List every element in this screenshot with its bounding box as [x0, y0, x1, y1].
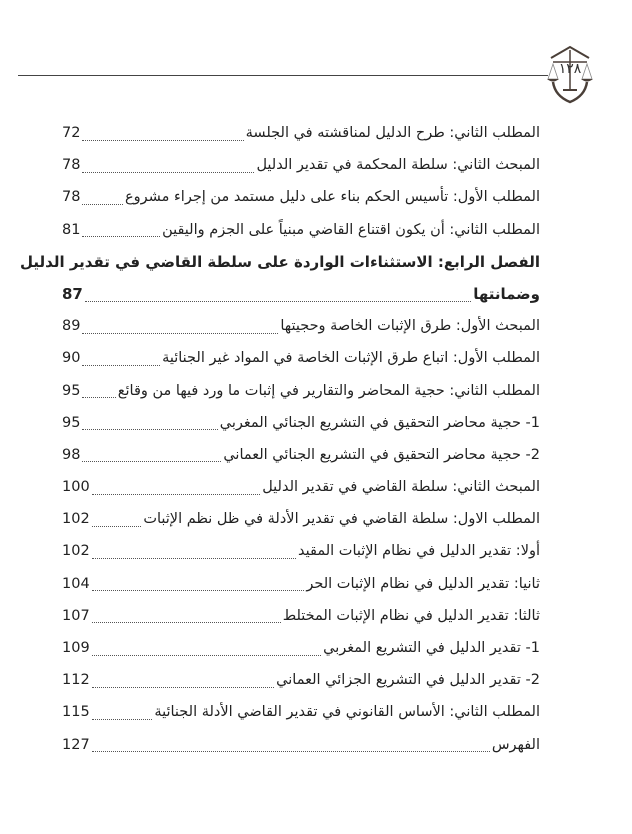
toc-entry-title: المطلب الأول: تأسيس الحكم بناء على دليل مستمد من إجراء مشروع [125, 189, 540, 206]
toc-entry-title: المطلب الثاني: الأساس القانوني في تقدير القاضي الأدلة الجنائية [154, 704, 540, 721]
toc-entry-title: أولا: تقدير الدليل في نظام الإثبات المقيد [298, 543, 540, 560]
toc-entry-title: 2- تقدير الدليل في التشريع الجزائي العماني [276, 672, 540, 689]
toc-entry [62, 439, 540, 471]
dot-leader [85, 301, 471, 302]
toc-entry-page: 112 [62, 672, 90, 689]
toc-entry-title: المبحث الثاني: سلطة القاضي في تقدير الدليل [262, 479, 540, 496]
dot-leader [92, 719, 153, 720]
toc-entry [62, 181, 540, 213]
toc-entry [62, 310, 540, 342]
toc-entry [62, 729, 540, 761]
toc-entry-title: ثالثا: تقدير الدليل في نظام الإثبات المختلط [282, 607, 540, 624]
toc-entry-title: 1- تقدير الدليل في التشريع المغربي [323, 640, 540, 656]
dot-leader [92, 751, 490, 752]
toc-entry [62, 149, 540, 181]
table-of-contents [20, 117, 540, 761]
toc-entry-title: المطلب الثاني: حجية المحاضر والتقارير في إثبات ما ورد فيها من وقائع [117, 382, 540, 399]
toc-entry [62, 568, 540, 600]
toc-entry-title: ثانيا: تقدير الدليل في نظام الإثبات الحر [306, 575, 540, 592]
toc-entry [62, 342, 540, 374]
toc-entry [62, 664, 540, 696]
toc-entry-page: 89 [62, 318, 81, 335]
toc-entry-page: 104 [62, 575, 90, 592]
toc-entry-title: المطلب الأول: اتباع طرق الإثبات الخاصة في المواد غير الجنائية [162, 350, 540, 367]
toc-entry-title: الفهرس [491, 736, 540, 753]
dot-leader [92, 590, 305, 591]
toc-entry-page: 95 [62, 414, 81, 431]
dot-leader [92, 622, 281, 623]
toc-entry [62, 503, 540, 535]
toc-entry-title: المطلب الثاني: أن يكون اقتناع القاضي مبنياً على الجزم واليقين [162, 221, 540, 238]
dot-leader [92, 655, 321, 656]
dot-leader [82, 365, 160, 366]
toc-entry [62, 600, 540, 632]
toc-entry-page: 127 [62, 736, 90, 753]
dot-leader [82, 204, 123, 205]
toc-entry [62, 375, 540, 407]
page-number: ١٢٨ [558, 61, 582, 77]
toc-chapter-heading: الفصل الرابع: الاستثناءات الواردة على سلطة القاضي في تقدير الدليل [20, 252, 540, 271]
toc-entry-page: 100 [62, 479, 90, 496]
toc-entry-page: 72 [62, 125, 81, 141]
toc-entry [62, 696, 540, 728]
toc-entry-title: المطلب الاول: سلطة القاضي في تقدير الأدلة في ظل نظم الإثبات [143, 511, 540, 528]
toc-entry-page: 87 [62, 284, 83, 303]
dot-leader [82, 172, 254, 173]
toc-entry-page: 78 [62, 157, 81, 174]
toc-entry-page: 98 [62, 446, 81, 463]
scales-of-justice-emblem [545, 44, 595, 104]
toc-entry-page: 78 [62, 189, 81, 206]
toc-entry [62, 471, 540, 503]
toc-entry-page: 109 [62, 640, 90, 656]
dot-leader [82, 461, 221, 462]
toc-entry-page: 95 [62, 382, 81, 399]
dot-leader [92, 526, 142, 527]
dot-leader [92, 687, 274, 688]
toc-entry-page: 90 [62, 350, 81, 367]
toc-entry [62, 407, 540, 439]
toc-entry-page: 102 [62, 511, 90, 528]
toc-entry-title: المبحث الأول: طرق الإثبات الخاصة وحجيتها [280, 318, 540, 335]
toc-entry [62, 632, 540, 664]
toc-entry-title: 1- حجية محاضر التحقيق في التشريع الجنائي المغربي [219, 414, 540, 431]
toc-entry-page: 102 [62, 543, 90, 560]
dot-leader [82, 429, 217, 430]
toc-entry-page: 107 [62, 607, 90, 624]
dot-leader [82, 140, 243, 141]
dot-leader [92, 494, 261, 495]
dot-leader [82, 397, 115, 398]
toc-entry [62, 214, 540, 246]
toc-entry-title: وضمانتها [473, 284, 540, 303]
toc-entry-page: 115 [62, 704, 90, 721]
toc-entry-title: المبحث الثاني: سلطة المحكمة في تقدير الدليل [256, 157, 540, 174]
toc-entry [62, 535, 540, 567]
dot-leader [82, 333, 278, 334]
toc-entry-title: المطلب الثاني: طرح الدليل لمناقشته في الجلسة [245, 125, 540, 141]
header-rule [18, 75, 548, 76]
dot-leader [82, 236, 160, 237]
dot-leader [92, 558, 296, 559]
toc-entry [62, 278, 540, 310]
toc-entry-title: 2- حجية محاضر التحقيق في التشريع الجنائي العماني [223, 446, 540, 463]
toc-entry-page: 81 [62, 221, 81, 238]
toc-entry [62, 117, 540, 149]
